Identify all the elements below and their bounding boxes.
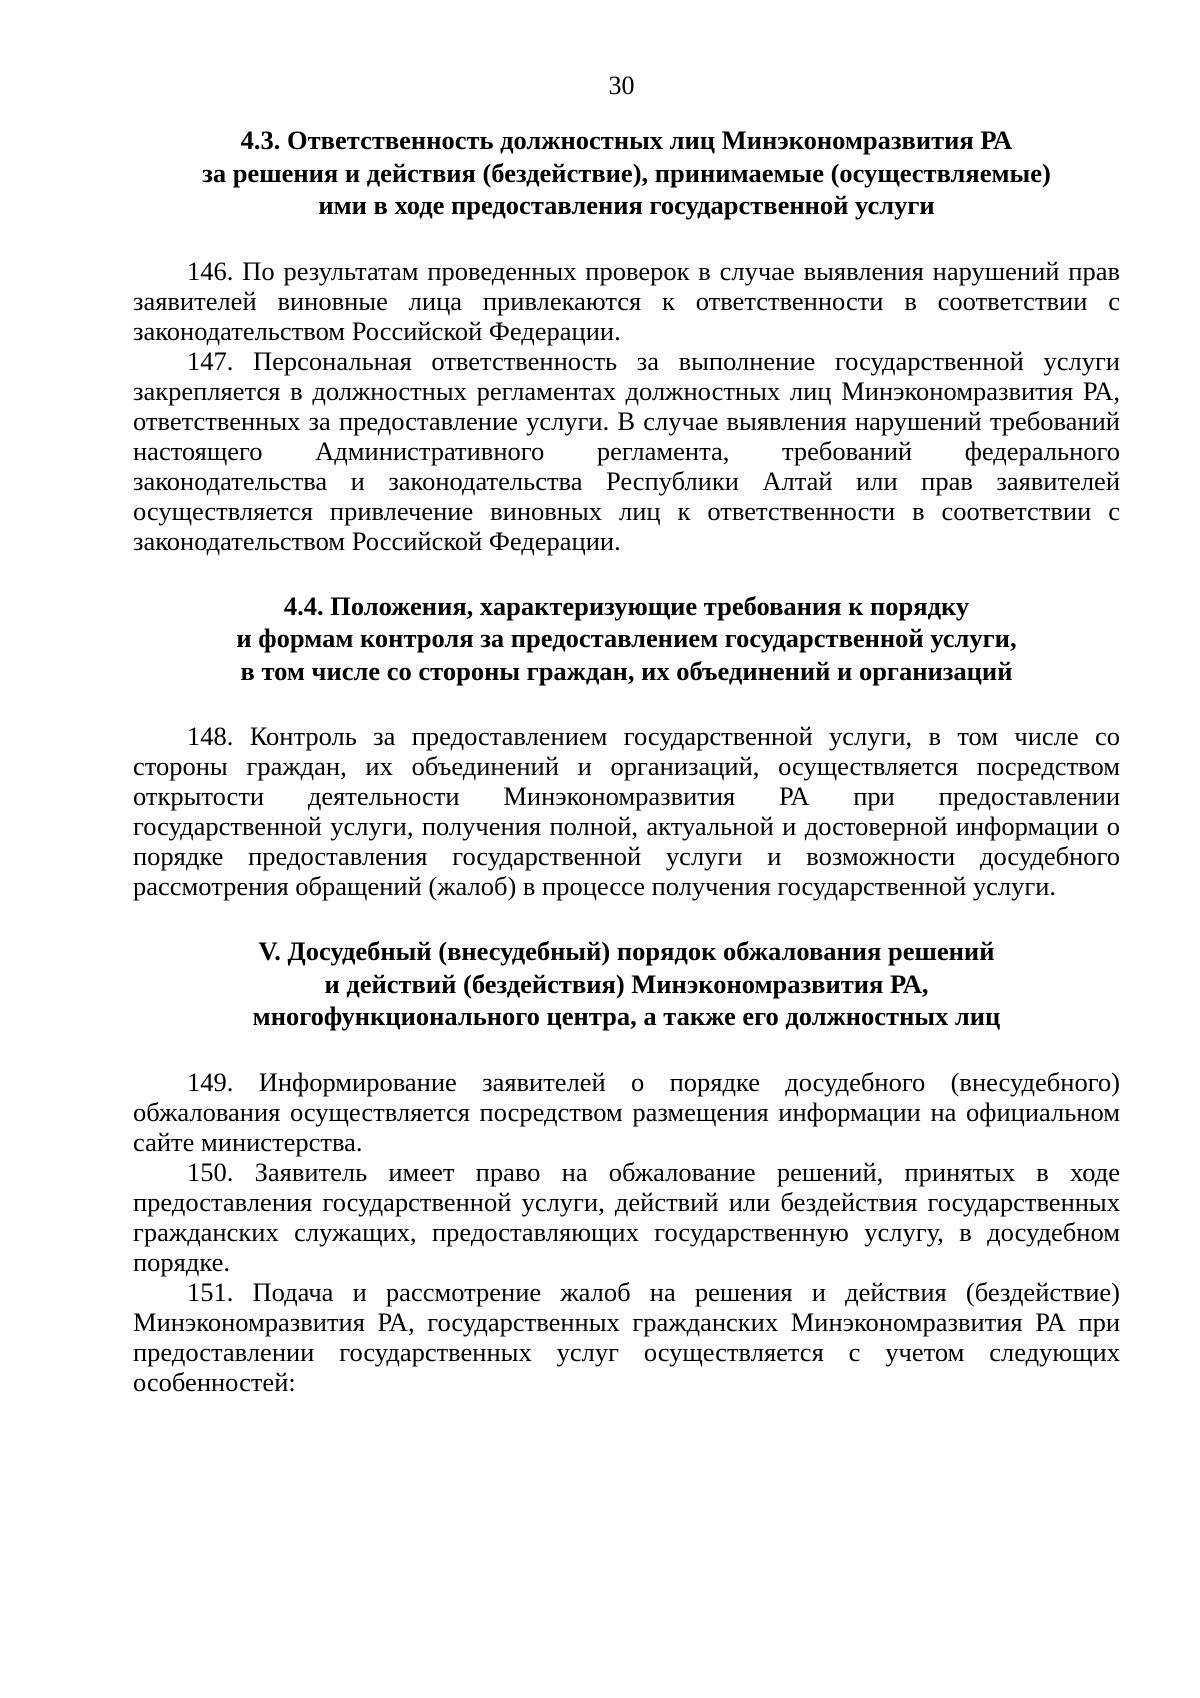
section-heading-4-3 [133, 124, 1120, 222]
section-heading-v [133, 935, 1120, 1033]
heading-line: ими в ходе предоставления государственной услуги [318, 190, 935, 220]
heading-line: и формам контроля за предоставлением государственной услуги, [236, 623, 1017, 653]
section-heading-4-4 [133, 590, 1120, 688]
heading-line: и действий (бездействия) Минэкономразвития РА, [324, 968, 929, 999]
page-number: 30 [608, 71, 635, 100]
heading-line: 4.4. Положения, характеризующие требования к порядку [283, 590, 970, 621]
paragraph-148: 148. Контроль за предоставлением государственной услуги, в том числе со стороны граждан, их объединений и организаций, осуществляется посредством открытости деятельности Минэкономразвития РА при предоставлении государственной услуги, получения полной, актуальной и достоверной информации о порядке предоставления государственной услуги и возможности досудебного рассмотрения обращений (жалоб) в процессе получения государственной услуги. [133, 721, 1120, 901]
paragraph-151: 151. Подача и рассмотрение жалоб на решения и действия (бездействие) Минэкономразвития РА, государственных гражданских Минэкономразвития РА при предоставлении государственных услуг осуществляется с учетом следующих особенностей: [133, 1276, 1120, 1397]
paragraph-147: 147. Персональная ответственность за выполнение государственной услуги закрепляется в должностных регламентах должностных лиц Минэкономразвития РА, ответственных за предоставление услуги. В случае выявления нарушений требований настоящего Административного регламента, требований федерального законодательства и законодательства Республики Алтай или прав заявителей осуществляется привлечение виновных лиц к ответственности в соответствии с законодательством Российской Федерации. [133, 345, 1120, 556]
heading-line: 4.3. Ответственность должностных лиц Минэкономразвития РА [240, 125, 1013, 155]
paragraph-150: 150. Заявитель имеет право на обжалование решений, принятых в ходе предоставления государственной услуги, действий или бездействия государственных гражданских служащих, предоставляющих государственную услугу, в досудебном порядке. [133, 1156, 1120, 1277]
paragraph-149: 149. Информирование заявителей о порядке досудебного (внесудебного) обжалования осуществляется посредством размещения информации на официальном сайте министерства. [133, 1066, 1120, 1157]
heading-line: в том числе со стороны граждан, их объединений и организаций [240, 655, 1013, 686]
heading-line: V. Досудебный (внесудебный) порядок обжалования решений [258, 936, 995, 966]
heading-line: многофункционального центра, а также его должностных лиц [252, 1001, 1001, 1031]
paragraph-146: 146. По результатам проведенных проверок в случае выявления нарушений прав заявителей виновные лица привлекаются к ответственности в соответствии с законодательством Российской Федерации. [133, 255, 1120, 346]
document-page [133, 70, 1120, 1397]
heading-line: за решения и действия (бездействие), принимаемые (осуществляемые) [202, 157, 1051, 188]
